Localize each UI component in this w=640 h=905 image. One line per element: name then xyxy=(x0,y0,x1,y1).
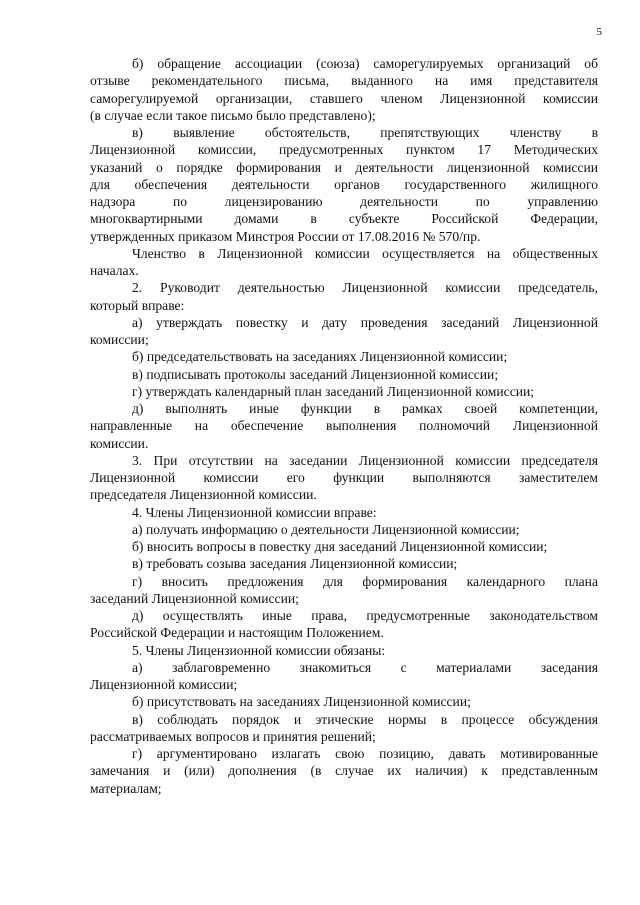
text-line: Лицензионной комиссии, предусмотренных пунктом 17 Методических xyxy=(90,142,598,158)
text-line: б) обращение ассоциации (союза) саморегулируемых организаций об xyxy=(132,56,598,71)
text-line: 5. Члены Лицензионной комиссии обязаны: xyxy=(132,642,386,658)
text-line: д) выполнять иные функции в рамках своей компетенции, xyxy=(132,401,598,416)
text-line: отзыве рекомендательного письма, выданного на имя представителя xyxy=(90,73,598,89)
text-line: а) утверждать повестку и дату проведения заседаний Лицензионной xyxy=(132,314,598,330)
text-line: направленные на обеспечение выполнения полномочий Лицензионной xyxy=(90,418,598,434)
text-line: 3. При отсутствии на заседании Лицензионной комиссии председателя xyxy=(132,452,598,468)
paragraph xyxy=(90,607,598,642)
text-line: а) заблаговременно знакомиться с материалами заседания xyxy=(132,659,598,675)
text-line: б) вносить вопросы в повестку дня заседаний Лицензионной комиссии; xyxy=(132,539,548,554)
text-line: утвержденных приказом Минстроя России от 17.08.2016 № 570/пр. xyxy=(90,228,481,244)
text-line: б) председательствовать на заседаниях Лицензионной комиссии; xyxy=(132,349,508,365)
text-line: в) соблюдать порядок и этические нормы в процессе обсуждения xyxy=(132,711,598,727)
paragraph xyxy=(90,314,598,349)
text-line: г) вносить предложения для формирования календарного плана xyxy=(132,573,598,589)
text-line: в) выявление обстоятельств, препятствующих членству в xyxy=(132,125,598,140)
text-line: д) осуществлять иные права, предусмотренные законодательством xyxy=(132,608,598,623)
text-line: 2. Руководит деятельностью Лицензионной комиссии председатель, xyxy=(132,280,598,296)
paragraph xyxy=(90,124,598,245)
text-line: материалам; xyxy=(90,780,162,796)
text-line: замечания и (или) дополнения (в случае их наличия) к представленным xyxy=(90,763,598,779)
paragraph xyxy=(90,555,598,572)
text-line: заседаний Лицензионной комиссии; xyxy=(90,590,299,606)
page-number: 5 xyxy=(596,26,602,38)
paragraph xyxy=(90,642,598,659)
text-line: б) присутствовать на заседаниях Лицензионной комиссии; xyxy=(132,694,471,710)
document-body xyxy=(90,55,598,797)
text-line: г) аргументировано излагать свою позицию, давать мотивированные xyxy=(132,746,598,761)
text-line: надзора по лицензированию деятельности по управлению xyxy=(90,194,598,209)
text-line: Лицензионной комиссии; xyxy=(90,677,238,692)
text-line: указаний о порядке формирования и деятельности лицензионной комиссии xyxy=(90,159,598,175)
text-line: Членство в Лицензионной комиссии осуществляется на общественных xyxy=(132,245,598,261)
text-line: в) требовать созыва заседания Лицензионной комиссии; xyxy=(132,556,458,572)
paragraph xyxy=(90,745,598,797)
text-line: председателя Лицензионной комиссии. xyxy=(90,487,317,503)
text-line: комиссии; xyxy=(90,332,149,347)
paragraph xyxy=(90,693,598,710)
paragraph xyxy=(90,504,598,521)
paragraph xyxy=(90,279,598,314)
text-line: комиссии. xyxy=(90,435,149,451)
paragraph xyxy=(90,400,598,452)
paragraph xyxy=(90,659,598,694)
text-line: (в случае если такое письмо было представлено); xyxy=(90,107,376,123)
paragraph xyxy=(90,348,598,365)
paragraph xyxy=(90,452,598,504)
text-line: в) подписывать протоколы заседаний Лицензионной комиссии; xyxy=(132,366,499,382)
text-line: 4. Члены Лицензионной комиссии вправе: xyxy=(132,504,377,520)
paragraph xyxy=(90,711,598,746)
paragraph xyxy=(90,366,598,383)
paragraph xyxy=(90,383,598,400)
paragraph xyxy=(90,538,598,555)
text-line: Лицензионной комиссии его функции выполняются заместителем xyxy=(90,470,598,485)
text-line: Российской Федерации и настоящим Положением. xyxy=(90,625,384,641)
paragraph xyxy=(90,55,598,124)
text-line: г) утверждать календарный план заседаний Лицензионной комиссии; xyxy=(132,383,535,399)
text-line: рассматриваемых вопросов и принятия решений; xyxy=(90,728,376,744)
text-line: который вправе: xyxy=(90,297,185,313)
text-line: для обеспечения деятельности органов государственного жилищного xyxy=(90,176,598,192)
paragraph xyxy=(90,245,598,280)
text-line: а) получать информацию о деятельности Лицензионной комиссии; xyxy=(132,521,520,537)
text-line: многоквартирными домами в субъекте Российской Федерации, xyxy=(90,211,598,227)
text-line: саморегулируемой организации, ставшего членом Лицензионной комиссии xyxy=(90,90,598,106)
paragraph xyxy=(90,521,598,538)
paragraph xyxy=(90,573,598,608)
text-line: началах. xyxy=(90,263,139,278)
